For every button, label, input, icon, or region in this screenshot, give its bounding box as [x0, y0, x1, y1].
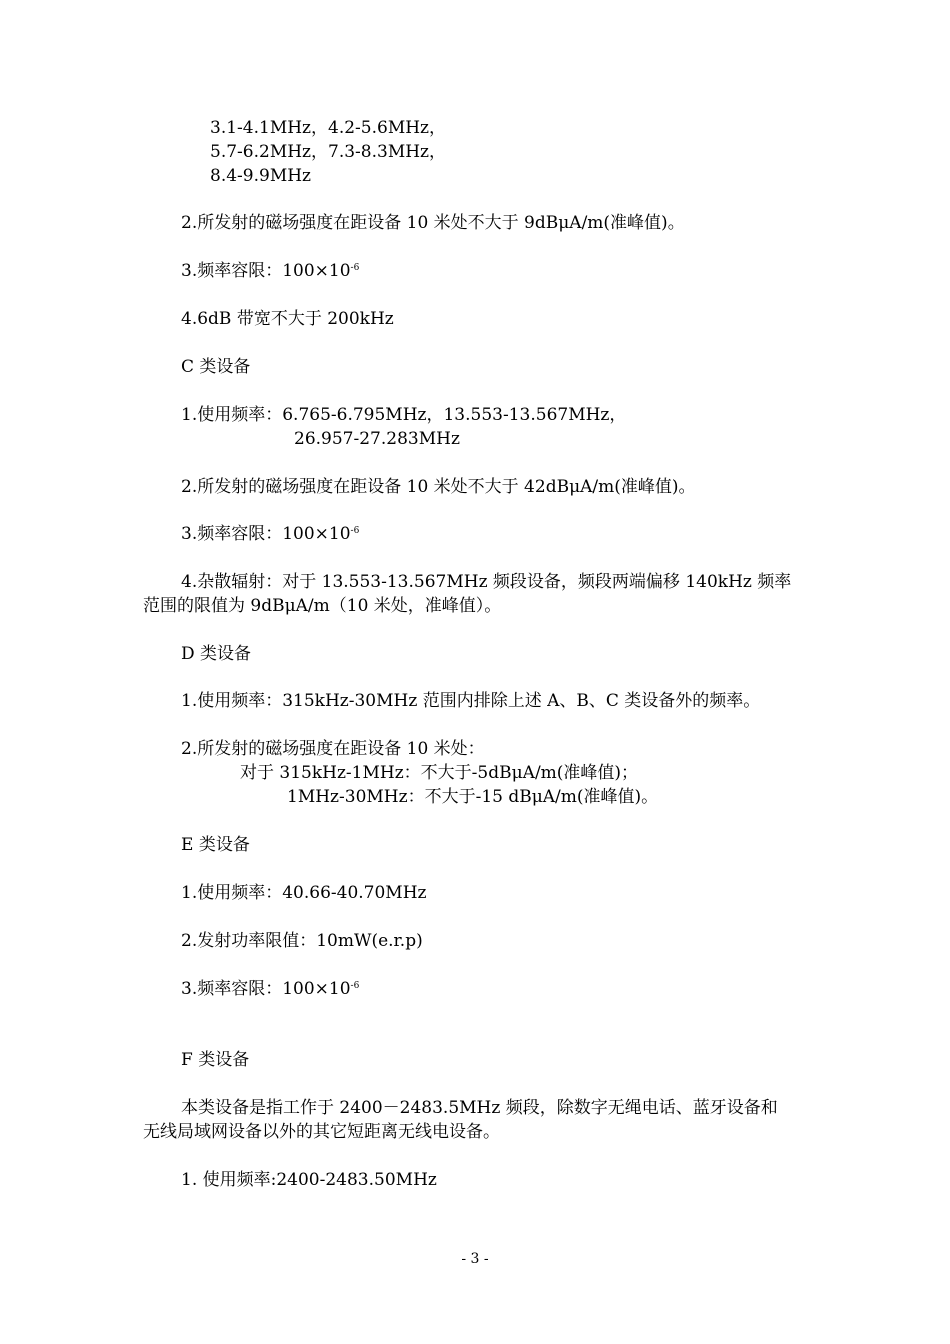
- c-section-heading: C 类设备: [181, 357, 251, 377]
- b-item-3-text: 3.频率容限：100×10: [181, 261, 351, 281]
- e-item-2: 2.发射功率限值：10mW(e.r.p): [181, 931, 423, 951]
- f-desc-line-1: 本类设备是指工作于 2400－2483.5MHz 频段，除数字无绳电话、蓝牙设备和: [181, 1098, 778, 1118]
- page-number: - 3 -: [461, 1251, 489, 1267]
- c-item-4-line-1: 4.杂散辐射：对于 13.553-13.567MHz 频段设备，频段两端偏移 140kHz 频率: [181, 572, 792, 592]
- b-item-2: 2.所发射的磁场强度在距设备 10 米处不大于 9dBμA/m(准峰值)。: [181, 213, 685, 233]
- b-item-3: [181, 260, 359, 282]
- freq-list-line-1: 3.1-4.1MHz，4.2-5.6MHz，: [210, 118, 447, 138]
- c-item-3: [181, 523, 359, 545]
- d-item-1: 1.使用频率：315kHz-30MHz 范围内排除上述 A、B、C 类设备外的频率。: [181, 691, 761, 711]
- d-item-2-line-1: 2.所发射的磁场强度在距设备 10 米处：: [181, 739, 485, 759]
- e-item-3-exponent: -6: [350, 981, 360, 991]
- e-item-3-text: 3.频率容限：100×10: [181, 979, 351, 999]
- b-item-3-exponent: -6: [350, 263, 360, 273]
- c-item-4-line-2: 范围的限值为 9dBμA/m（10 米处，准峰值）。: [143, 596, 502, 616]
- freq-list-line-3: 8.4-9.9MHz: [210, 166, 312, 186]
- e-item-1: 1.使用频率：40.66-40.70MHz: [181, 883, 427, 903]
- f-desc-line-2: 无线局域网设备以外的其它短距离无线电设备。: [143, 1122, 500, 1142]
- d-section-heading: D 类设备: [181, 644, 252, 664]
- e-section-heading: E 类设备: [181, 835, 250, 855]
- c-item-1-line-2: 26.957-27.283MHz: [294, 429, 460, 449]
- f-section-heading: F 类设备: [181, 1050, 250, 1070]
- d-item-2-line-2: 对于 315kHz-1MHz：不大于-5dBμA/m(准峰值)；: [240, 763, 639, 783]
- c-item-3-text: 3.频率容限：100×10: [181, 524, 351, 544]
- f-item-1: 1. 使用频率:2400-2483.50MHz: [181, 1170, 437, 1190]
- c-item-2: 2.所发射的磁场强度在距设备 10 米处不大于 42dBμA/m(准峰值)。: [181, 477, 696, 497]
- c-item-1-line-1: 1.使用频率：6.765-6.795MHz，13.553-13.567MHz，: [181, 405, 627, 425]
- freq-list-line-2: 5.7-6.2MHz，7.3-8.3MHz，: [210, 142, 447, 162]
- d-item-2-line-3: 1MHz-30MHz：不大于-15 dBμA/m(准峰值)。: [287, 787, 659, 807]
- e-item-3: [181, 978, 359, 1000]
- c-item-3-exponent: -6: [350, 526, 360, 536]
- b-item-4: 4.6dB 带宽不大于 200kHz: [181, 309, 394, 329]
